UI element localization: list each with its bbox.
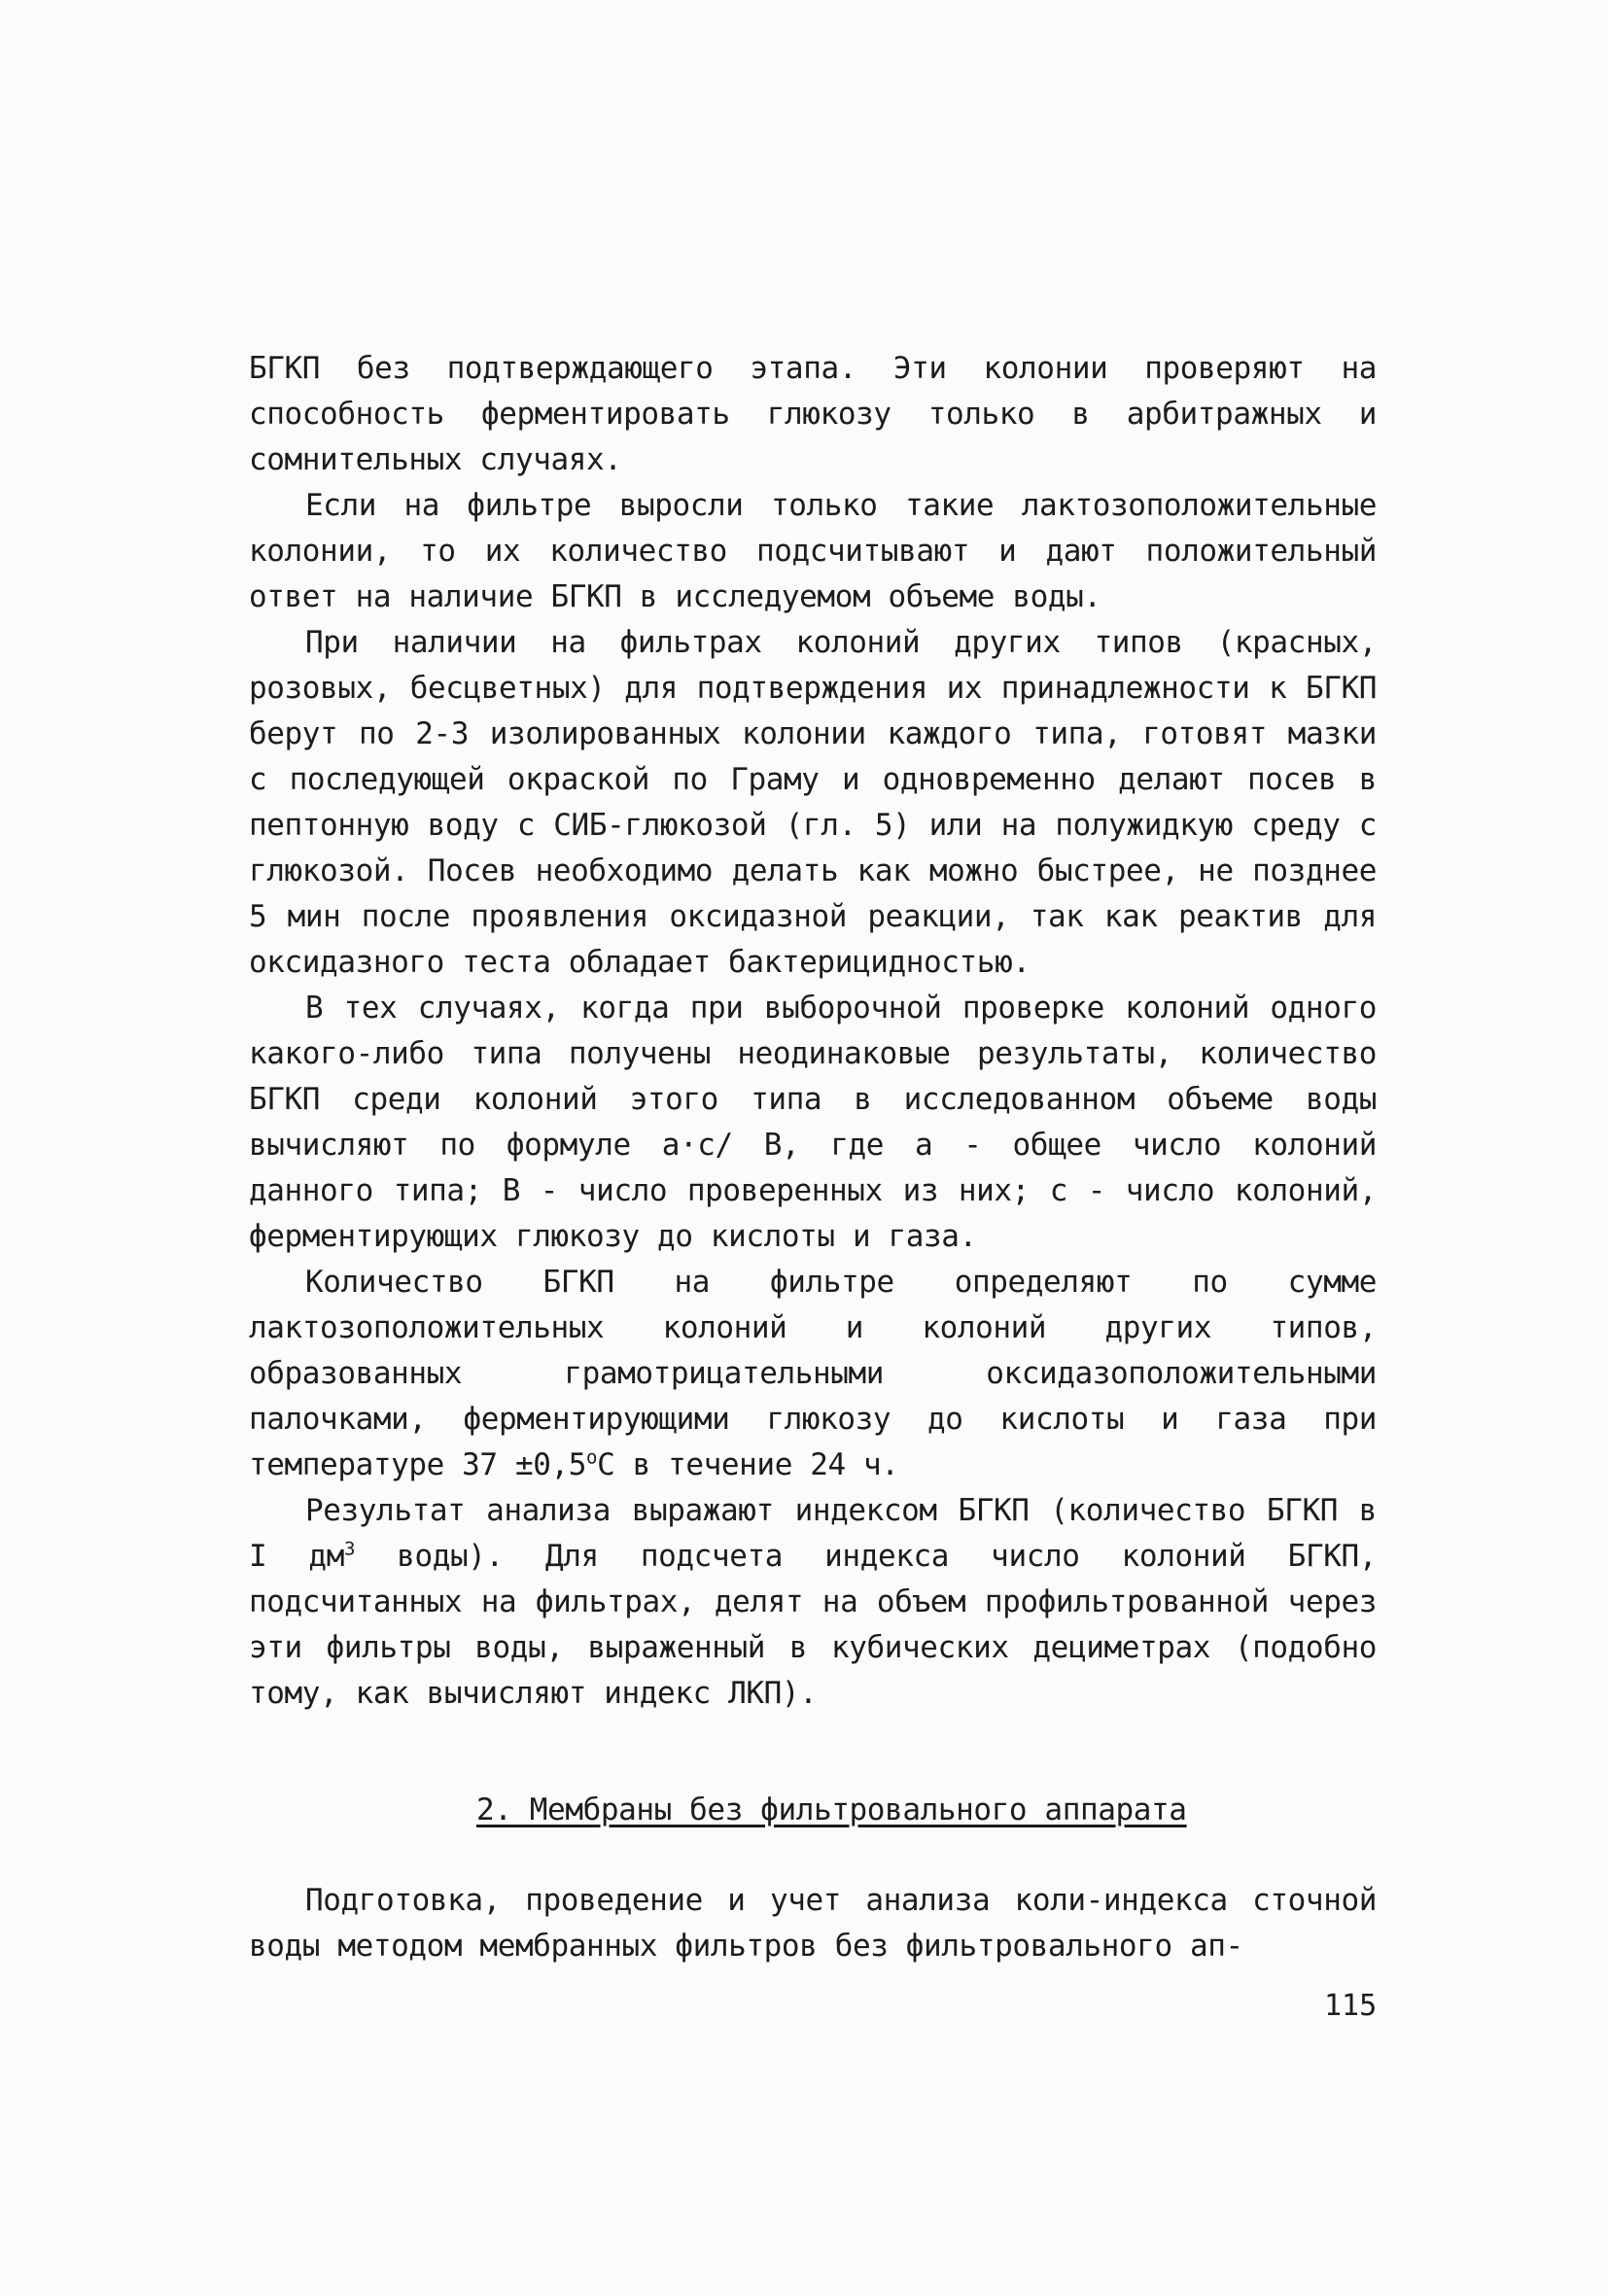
paragraph-6-text-after: воды). Для подсчета индекса число колоний БГКП, подсчитанных на фильтрах, делят на объем профильтрованной через эти фильтры воды, выраженный в кубических дециметрах (подобно тому, как вычисляют индекс ЛКП). bbox=[249, 1539, 1377, 1711]
page-number: 115 bbox=[1324, 1989, 1378, 2023]
bottom-paragraph: Подготовка, проведение и учет анализа коли-индекса сточной воды методом мембранных фильтров без фильтровального ап- bbox=[249, 1883, 1377, 1964]
paragraph-6-text-before: Результат анализа выражают индексом БГКП (количество БГКП в I дм bbox=[249, 1493, 1377, 1574]
paragraph-5-text-after: С в течение 24 ч. bbox=[597, 1447, 899, 1482]
body-text bbox=[249, 346, 1377, 1717]
degree-superscript: о bbox=[586, 1446, 598, 1469]
paragraph-4: В тех случаях, когда при выборочной проверке колоний одного какого-либо типа получены неодинаковые результаты, количество БГКП среди колоний этого типа в исследованном объеме воды вычисляют по формуле а·с/ В, где а - общее число колоний данного типа; В - число проверенных из них; с - число колоний, ферментирующих глюкозу до кислоты и газа. bbox=[249, 991, 1377, 1254]
paragraph-6 bbox=[249, 1488, 1377, 1717]
cubic-superscript: 3 bbox=[343, 1538, 356, 1560]
paragraph-5 bbox=[249, 1260, 1377, 1488]
section-heading: 2. Мембраны без фильтровального аппарата bbox=[476, 1792, 1187, 1827]
paragraph-5-text-before: Количество БГКП на фильтре определяют по сумме лактозоположительных колоний и колоний других типов, образованных грамотрицательными оксидазоположительными палочками, ферментирующими глюкозу до кислоты и газа при температуре 37 ±0,5 bbox=[249, 1265, 1377, 1482]
paragraph-1: БГКП без подтверждающего этапа. Эти колонии проверяют на способность ферментировать глюкозу только в арбитражных и сомнительных случаях. bbox=[249, 351, 1377, 477]
paragraph-3: При наличии на фильтрах колоний других типов (красных, розовых, бесцветных) для подтверждения их принадлежности к БГКП берут по 2-3 изолированных колонии каждого типа, готовят мазки с последующей окраской по Граму и одновременно делают посев в пептонную воду с СИБ-глюкозой (гл. 5) или на полужидкую среду с глюкозой. Посев необходимо делать как можно быстрее, не позднее 5 мин после проявления оксидазной реакции, так как реактив для оксидазного теста обладает бактерицидностью. bbox=[249, 625, 1377, 980]
paragraph-2: Если на фильтре выросли только такие лактозоположительные колонии, то их количество подсчитывают и дают положительный ответ на наличие БГКП в исследуемом объеме воды. bbox=[249, 488, 1377, 614]
